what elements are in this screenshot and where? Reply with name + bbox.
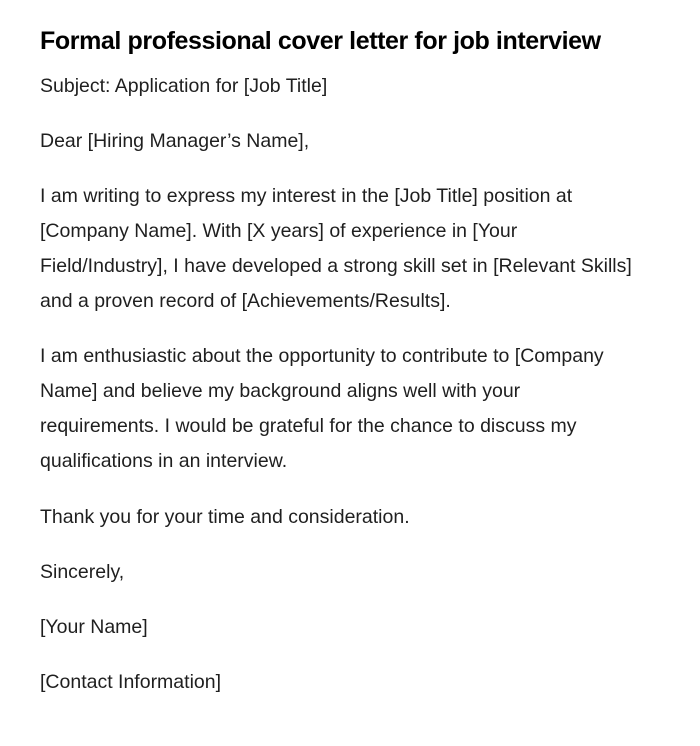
body-paragraph-1: I am writing to express my interest in the [Job Title] position at [Company Name]. With [X years] of experience in [Your Field/Industry], I have developed a strong skill set in [Relevant Skills] and a proven record of [Achievements/Results]. bbox=[40, 185, 632, 312]
closing-line: Sincerely, bbox=[40, 561, 125, 583]
greeting: Dear [Hiring Manager’s Name], bbox=[40, 130, 310, 152]
document-title: Formal professional cover letter for job interview bbox=[40, 27, 601, 55]
subject-line: Subject: Application for [Job Title] bbox=[40, 75, 328, 97]
cover-letter-document bbox=[40, 24, 640, 700]
thank-you-line: Thank you for your time and consideration. bbox=[40, 506, 410, 528]
body-paragraph-2: I am enthusiastic about the opportunity to contribute to [Company Name] and believe my background aligns well with your requirements. I would be grateful for the chance to discuss my qualifications in an interview. bbox=[40, 345, 604, 472]
contact-information: [Contact Information] bbox=[40, 671, 222, 693]
signature-name: [Your Name] bbox=[40, 616, 148, 638]
